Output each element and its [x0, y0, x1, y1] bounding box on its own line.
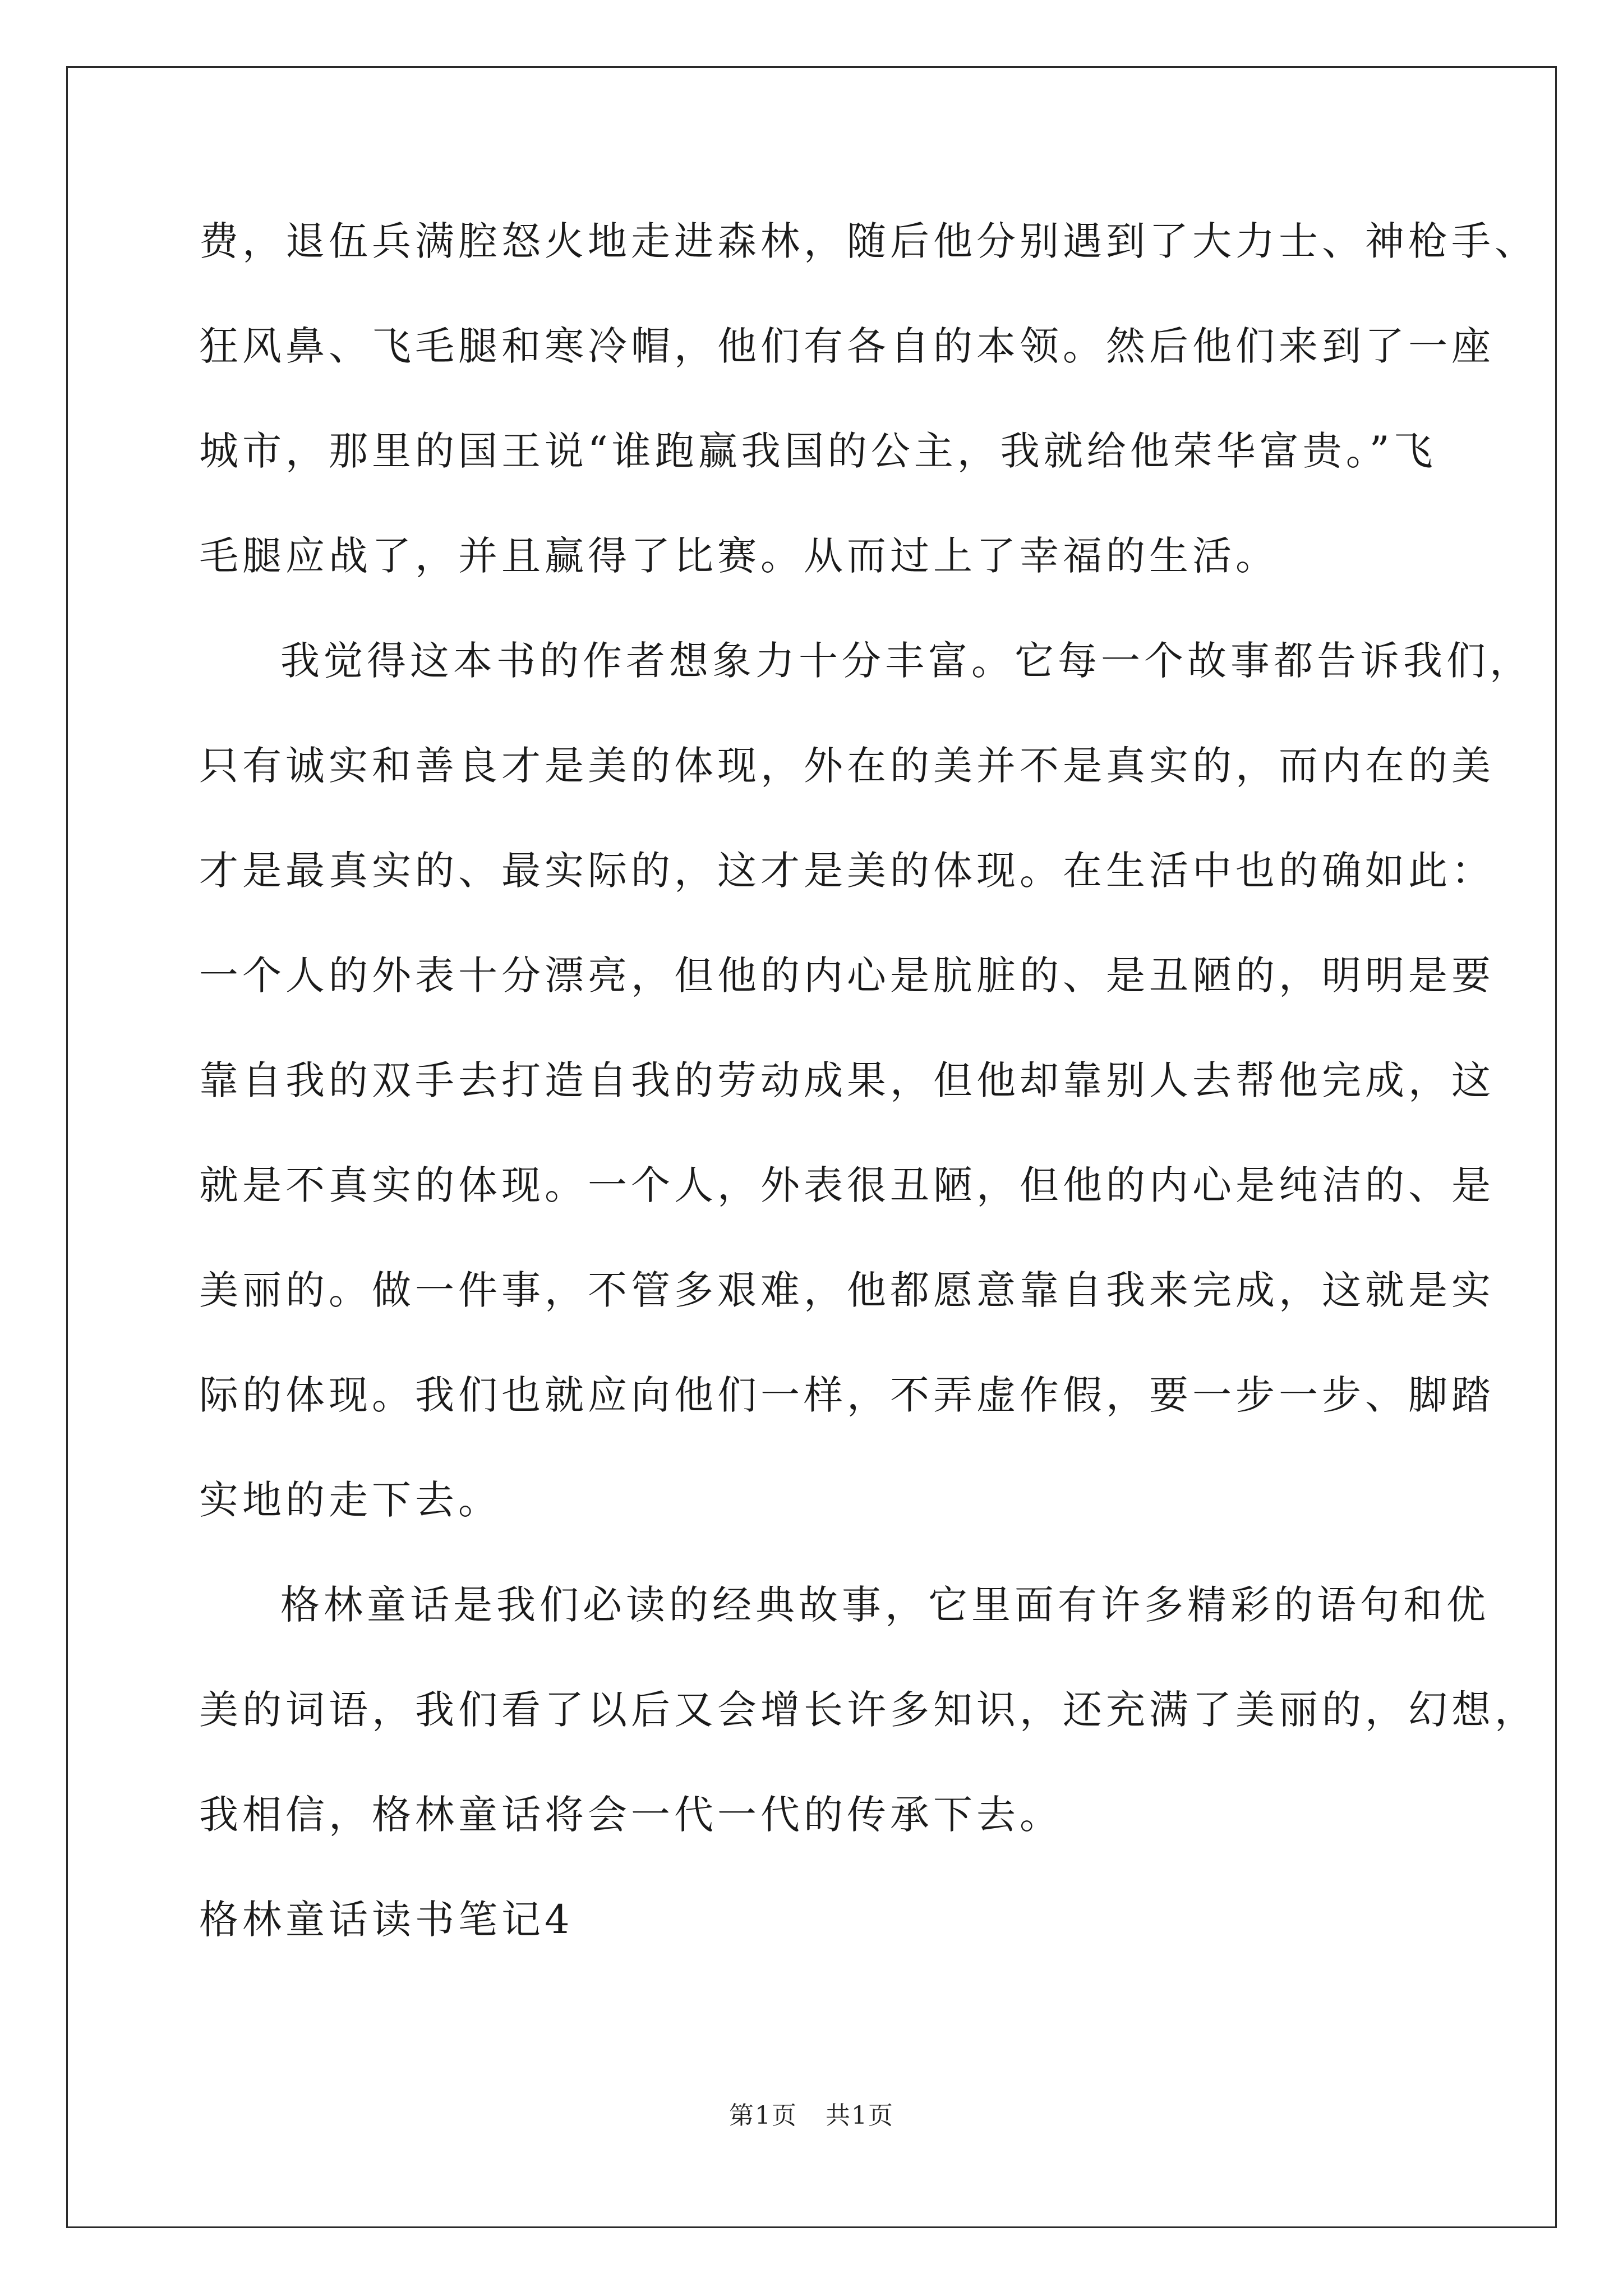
document-body	[199, 205, 1538, 1988]
paragraph-1	[199, 205, 1538, 624]
page-footer	[0, 2095, 1623, 2131]
text-line: 美丽的。做一件事，不管多艰难，他都愿意靠自我来完成，这就是实	[199, 1267, 1495, 1313]
text-line: 只有诚实和善良才是美的体现，外在的美并不是真实的，而内在的美	[199, 743, 1495, 789]
text-line: 毛腿应战了，并且赢得了比赛。从而过上了幸福的生活。	[199, 533, 1279, 579]
text-line: 狂风鼻、飞毛腿和寒冷帽，他们有各自的本领。然后他们来到了一座	[199, 323, 1495, 369]
text-line: 我相信，格林童话将会一代一代的传承下去。	[199, 1792, 1063, 1838]
text-line: 格林童话是我们必读的经典故事，它里面有许多精彩的语句和优	[280, 1582, 1490, 1628]
section-heading	[199, 1883, 1422, 1988]
text-line: 城市，那里的国王说“谁跑赢我国的公主，我就给他荣华富贵。”飞	[199, 428, 1437, 474]
page-total: 共1页	[826, 2101, 894, 2130]
page-number: 第1页	[729, 2101, 797, 2130]
heading-text: 格林童话读书笔记4	[199, 1897, 574, 1943]
text-line: 靠自我的双手去打造自我的劳动成果，但他却靠别人去帮他完成，这	[199, 1057, 1495, 1103]
text-line: 就是不真实的体现。一个人，外表很丑陋，但他的内心是纯洁的、是	[199, 1162, 1495, 1208]
paragraph-2	[199, 624, 1533, 1568]
text-line: 才是最真实的、最实际的，这才是美的体现。在生活中也的确如此：	[199, 848, 1495, 894]
paragraph-3	[199, 1568, 1538, 1883]
text-line: 美的词语，我们看了以后又会增长许多知识，还充满了美丽的，幻想，	[199, 1687, 1538, 1733]
text-line: 实地的走下去。	[199, 1477, 501, 1523]
text-line: 费，退伍兵满腔怒火地走进森林，随后他分别遇到了大力士、神枪手、	[199, 218, 1538, 264]
text-line: 我觉得这本书的作者想象力十分丰富。它每一个故事都告诉我们，	[280, 638, 1533, 684]
text-line: 际的体现。我们也就应向他们一样，不弄虚作假，要一步一步、脚踏	[199, 1372, 1495, 1418]
text-line: 一个人的外表十分漂亮，但他的内心是肮脏的、是丑陋的，明明是要	[199, 953, 1495, 999]
